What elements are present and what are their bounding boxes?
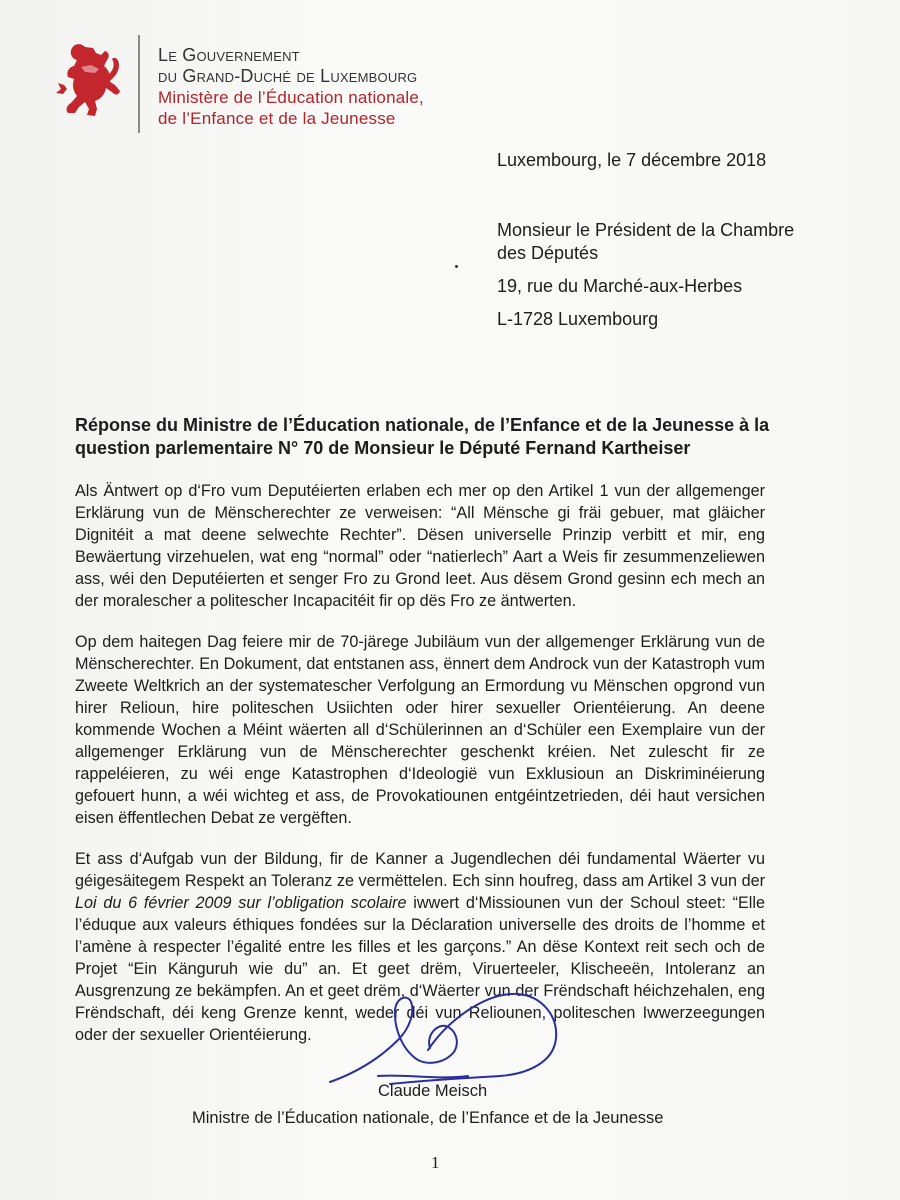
recipient-line-2: des Députés	[497, 243, 599, 263]
handwritten-signature	[318, 980, 568, 1090]
letter-body	[75, 480, 765, 1065]
letterhead-text	[158, 45, 424, 129]
recipient-address	[497, 219, 794, 331]
letterhead-divider	[138, 35, 140, 133]
recipient-line-4: L-1728 Luxembourg	[497, 309, 659, 329]
ministry-line-1: Ministère de l’Éducation nationale,	[158, 88, 424, 107]
paragraph-3-part-b: iwwert d‘Missiounen vun der Schoul steet: “Elle l’éduque aux valeurs éthiques fondées sur la Déclaration universelle des droits de l’homme et l’amène à respecter l’égalité entre les filles et les garçons.” An dëse Kontext reit sech och de Projet “Ein Känguruh wie du” an. Et geet drëm, Viruerteeler, Klischeeën, Intoleranz an Ausgrenzung ze bekämpfen. An et geet drëm, d‘Wäerter vun der Frëndschaft héichzehalen, eng Frëndschaft, déi keng Grenze kennt, weder déi vun Reliounen, politeschen Iwwerzeegungen oder der sexueller Orientéierung.	[75, 894, 766, 1044]
signatory-title: Ministre de l’Éducation nationale, de l’Enfance et de la Jeunesse	[192, 1109, 664, 1127]
letterhead	[55, 35, 505, 135]
date-line: Luxembourg, le 7 décembre 2018	[497, 150, 767, 170]
paragraph-2: Op dem haitegen Dag feiere mir de 70-järege Jubiläum vun der allgemenger Erklärung vun de Mënscherechter. En Dokument, dat entstanen ass, ënnert dem Androck vun der Katastroph vum Zweete Weltkrich an der systematescher Verfolgung an Ermordung vu Mënschen opgrond vun hirer Relioun, hire politeschen Usiichten oder hirer sexueller Orientéierung. An deene kommende Wochen a Méint wäerten all d‘Schülerinnen an d‘Schüler een Exemplaire vun der allgemenger Erklärung vun de Mënscherechter geschenkt kréien. Net zulescht fir ze rappeléieren, zu wéi enge Katastrophen d‘Ideologië vun Exklusioun an Diskriminéierung gefouert hunn, a wéi wichteg et ass, de Provokatiounen entgéintzetrieden, déi haut versichen eisen ëffentlechen Debat ze vergëften.	[75, 633, 765, 827]
page-number: 1	[431, 1153, 440, 1172]
red-lion-icon	[55, 39, 125, 119]
paper-speck	[455, 265, 458, 268]
law-reference: Loi du 6 février 2009 sur l’obligation scolaire	[75, 894, 407, 912]
government-line-2: du Grand-Duché de Luxembourg	[158, 66, 418, 86]
paragraph-1: Als Äntwert op d‘Fro vum Deputéierten erlaben ech mer op den Artikel 1 vun der allgemenger Erklärung vun de Mënscherechter ze verweisen: “All Mënsche gi fräi gebuer, mat gläicher Dignitéit a mat deene selwechte Rechter”. Dësen universelle Prinzip verbitt et mir, eng Bewäertung virzehuelen, wat eng “normal” oder “natierlech” Aart a Weis fir zesummenzeliewen ass, wéi den Deputéierten et senger Fro zu Grond leet. Aus dësem Grond gesinn ech mech an der moralescher a politescher Incapacitéit fir op dës Fro ze äntwerten.	[75, 482, 765, 610]
signatory-name: Claude Meisch	[378, 1082, 488, 1100]
subject-heading: Réponse du Ministre de l’Éducation nationale, de l’Enfance et de la Jeunesse à la question parlementaire N° 70 de Monsieur le Député Fernand Kartheiser	[75, 415, 770, 458]
recipient-line-3: 19, rue du Marché-aux-Herbes	[497, 276, 743, 296]
government-line-1: Le Gouvernement	[158, 45, 300, 65]
ministry-line-2: de l’Enfance et de la Jeunesse	[158, 109, 396, 128]
paragraph-3-part-a: Et ass d‘Aufgab vun der Bildung, fir de Kanner a Jugendlechen déi fundamental Wäerter vu géigesäitegem Respekt an Toleranz ze vermëttelen. Ech sinn houfreg, dass am Artikel 3 vun der	[75, 850, 765, 890]
recipient-line-1: Monsieur le Président de la Chambre	[497, 220, 795, 240]
